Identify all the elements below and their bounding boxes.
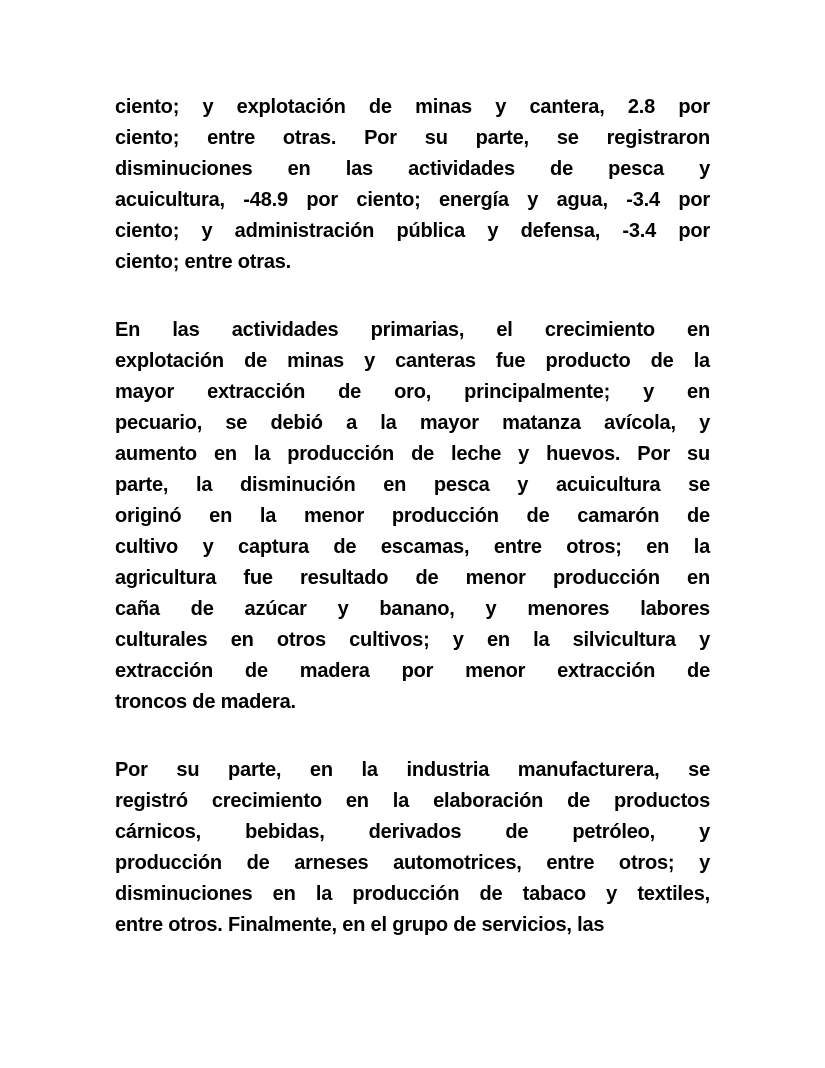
text-line: originó en la menor producción de camarón de xyxy=(115,505,710,527)
text-line: pecuario, se debió a la mayor matanza avícola, y xyxy=(115,412,710,434)
text-line: cultivo y captura de escamas, entre otros; en la xyxy=(115,536,710,558)
text-line: ciento; entre otras. Por su parte, se registraron xyxy=(115,127,710,149)
text-line: entre otros. Finalmente, en el grupo de servicios, las xyxy=(115,914,605,936)
text-line: extracción de madera por menor extracción de xyxy=(115,660,710,682)
text-line: ciento; y explotación de minas y cantera, 2.8 por xyxy=(115,96,710,118)
text-line: agricultura fue resultado de menor producción en xyxy=(115,567,710,589)
text-line: culturales en otros cultivos; y en la silvicultura y xyxy=(115,629,710,651)
text-line: parte, la disminución en pesca y acuicultura se xyxy=(115,474,710,496)
text-line: ciento; entre otras. xyxy=(115,251,292,273)
paragraph-1 xyxy=(115,92,710,278)
text-line: caña de azúcar y banano, y menores labores xyxy=(115,598,710,620)
text-block xyxy=(115,92,710,978)
text-line: troncos de madera. xyxy=(115,691,296,713)
paragraph-2 xyxy=(115,315,710,718)
text-line: explotación de minas y canteras fue producto de la xyxy=(115,350,710,372)
text-line: aumento en la producción de leche y huevos. Por su xyxy=(115,443,710,465)
text-line: Por su parte, en la industria manufacturera, se xyxy=(115,759,710,781)
text-line: disminuciones en la producción de tabaco y textiles, xyxy=(115,883,710,905)
text-line: registró crecimiento en la elaboración de productos xyxy=(115,790,710,812)
text-line: ciento; y administración pública y defensa, -3.4 por xyxy=(115,220,710,242)
text-line: disminuciones en las actividades de pesca y xyxy=(115,158,710,180)
text-line: En las actividades primarias, el crecimiento en xyxy=(115,319,710,341)
paragraph-3 xyxy=(115,755,710,941)
text-line: producción de arneses automotrices, entre otros; y xyxy=(115,852,710,874)
text-line: acuicultura, -48.9 por ciento; energía y agua, -3.4 por xyxy=(115,189,710,211)
text-line: mayor extracción de oro, principalmente; y en xyxy=(115,381,710,403)
text-line: cárnicos, bebidas, derivados de petróleo, y xyxy=(115,821,710,843)
